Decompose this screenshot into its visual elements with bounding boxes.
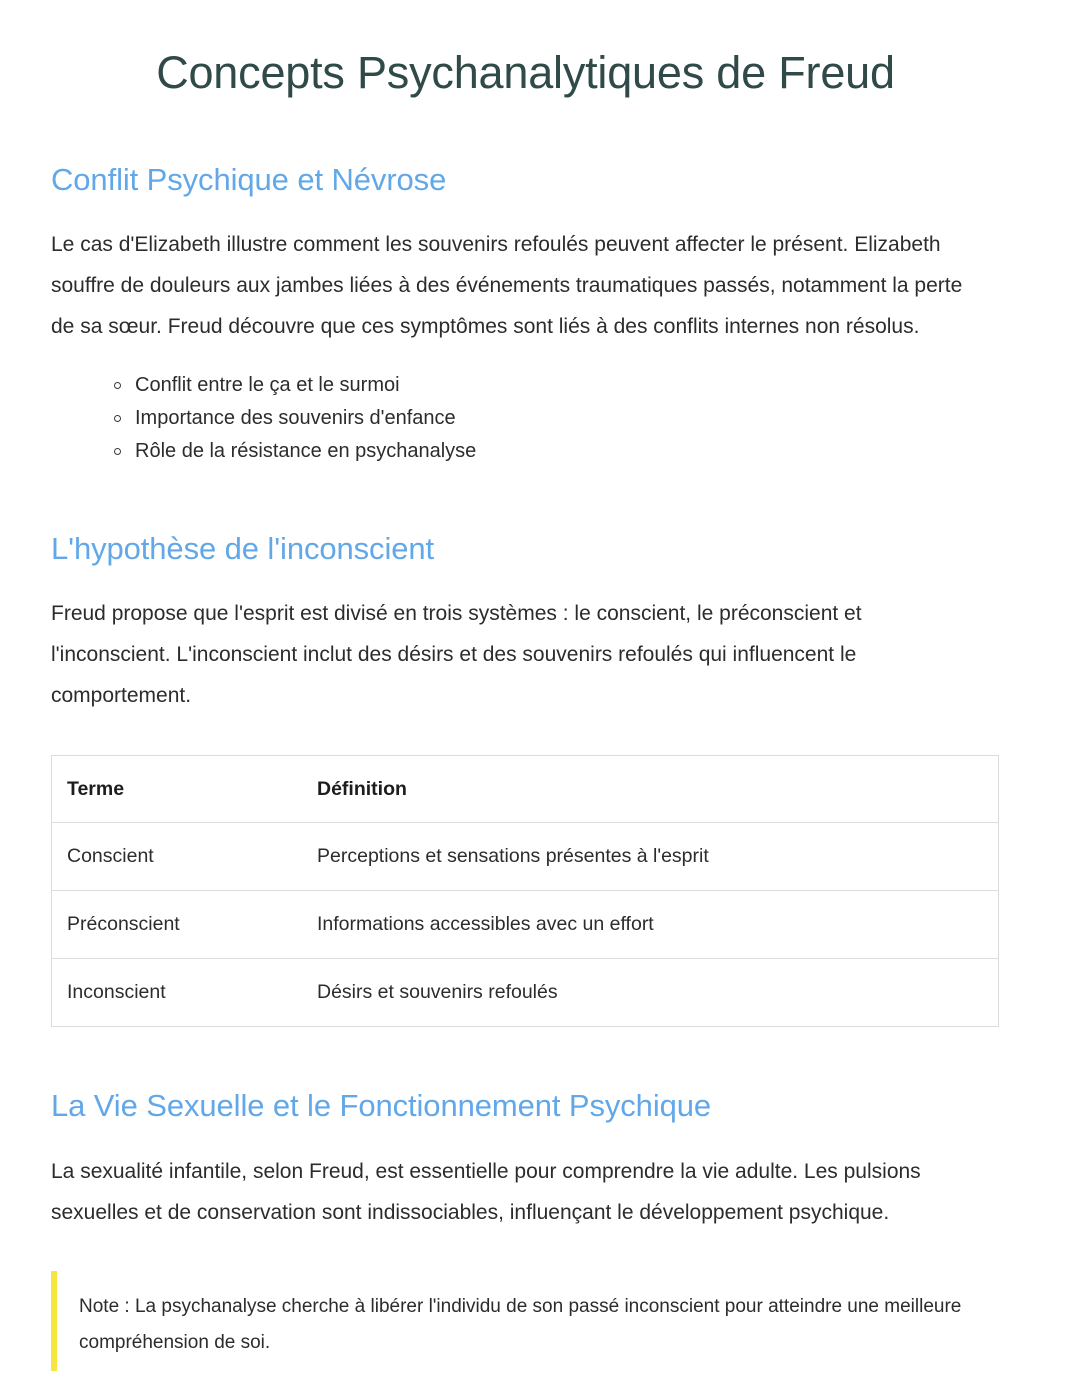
list-item: Rôle de la résistance en psychanalyse	[114, 435, 1000, 468]
concepts-bullet-list	[51, 369, 1000, 468]
table-row	[52, 823, 999, 891]
table-cell-definition: Informations accessibles avec un effort	[317, 891, 999, 959]
note-blockquote	[51, 1271, 979, 1371]
table-cell-terme: Inconscient	[52, 959, 318, 1027]
table-header	[52, 756, 999, 823]
definitions-table	[51, 755, 999, 1027]
table-body	[52, 823, 999, 1027]
table-column-header-definition: Définition	[317, 756, 999, 823]
note-text: Note : La psychanalyse cherche à libérer l'individu de son passé inconscient pour atteindre une meilleure compréhension de soi.	[79, 1295, 962, 1353]
table-cell-definition: Perceptions et sensations présentes à l'esprit	[317, 823, 999, 891]
section-paragraph-conflit-psychique: Le cas d'Elizabeth illustre comment les souvenirs refoulés peuvent affecter le présent. Elizabeth souffre de douleurs aux jambes liées à des événements traumatiques passés, notamment la perte de sa sœur. Freud découvre que ces symptômes sont liés à des conflits internes non résolus.	[51, 233, 963, 339]
section-heading-hypothese-inconscient: L'hypothèse de l'inconscient	[51, 531, 435, 567]
list-item: Conflit entre le ça et le surmoi	[114, 369, 1000, 402]
table-header-row	[52, 756, 999, 823]
section-paragraph-hypothese-inconscient: Freud propose que l'esprit est divisé en trois systèmes : le conscient, le préconscient et l'inconscient. L'inconscient inclut des désirs et des souvenirs refoulés qui influencent le comportement.	[51, 602, 862, 708]
table-cell-terme: Préconscient	[52, 891, 318, 959]
page-title: Concepts Psychanalytiques de Freud	[156, 47, 895, 98]
table-row	[52, 891, 999, 959]
section-heading-conflit-psychique: Conflit Psychique et Névrose	[51, 162, 447, 198]
section-heading-vie-sexuelle: La Vie Sexuelle et le Fonctionnement Psychique	[51, 1088, 712, 1124]
table-row	[52, 959, 999, 1027]
table-column-header-terme: Terme	[52, 756, 318, 823]
section-paragraph-vie-sexuelle: La sexualité infantile, selon Freud, est essentielle pour comprendre la vie adulte. Les pulsions sexuelles et de conservation sont indissociables, influençant le développement psychique.	[51, 1159, 921, 1224]
table-cell-definition: Désirs et souvenirs refoulés	[317, 959, 999, 1027]
table-cell-terme: Conscient	[52, 823, 318, 891]
list-item: Importance des souvenirs d'enfance	[114, 402, 1000, 435]
